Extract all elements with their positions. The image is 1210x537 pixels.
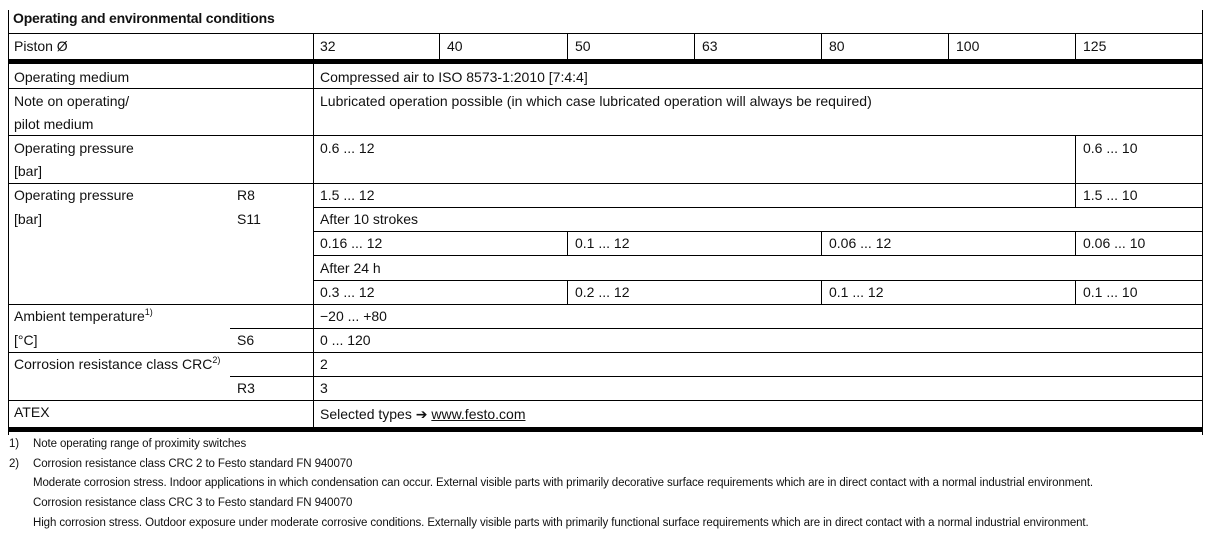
row-value: 1.5 ... 10 [1083,187,1138,203]
rule [8,304,1203,305]
row-label [14,308,153,324]
variant-code: S6 [237,332,255,348]
rule [230,328,1203,329]
rule [8,88,1203,89]
bottom-thick-rule [8,427,1203,432]
row-label: ATEX [14,404,50,420]
variant-code: R3 [237,380,255,396]
variant-code: S11 [237,211,261,227]
row-value: 0.6 ... 10 [1083,140,1138,156]
col-divider [1075,135,1076,184]
col-divider [439,33,440,59]
row-value: 0.06 ... 10 [1083,235,1146,251]
rule [313,207,1203,208]
variant-code: R8 [237,187,255,203]
row-value: 0.1 ... 12 [575,235,630,251]
rule [8,352,1203,353]
rule [8,135,1203,136]
footnote-number: 2) [9,458,20,470]
size-100: 100 [956,38,980,54]
arrow-icon: ➔ [415,406,428,422]
size-32: 32 [320,38,336,54]
row-value: 2 [320,356,328,372]
row-value: 0.6 ... 12 [320,140,375,156]
row-label: Operating pressure [14,140,134,156]
rule [8,33,1203,34]
col-divider [821,33,822,59]
festo-link[interactable]: www.festo.com [431,406,526,422]
row-value: 0 ... 120 [320,332,371,348]
col-divider [567,231,568,256]
sub-header: After 24 h [320,260,381,276]
row-label: Operating pressure [14,187,134,203]
col-divider [567,280,568,305]
ambient-label: Ambient temperature [14,308,145,324]
col-divider [567,33,568,59]
col-divider [1075,183,1076,208]
header-thick-rule [8,59,1203,64]
col-divider [821,231,822,256]
rule [313,255,1203,256]
footnote-text: High corrosion stress. Outdoor exposure under moderate corrosive conditions. Externally visible parts with primarily functional surface requirements which are in direct contact with a normal industrial environment. [33,517,1089,529]
row-label: Note on operating/ [14,93,130,109]
row-value: −20 ... +80 [320,308,387,324]
size-40: 40 [447,38,463,54]
col-divider [1075,231,1076,256]
footnote-ref: 2) [212,355,221,365]
row-label: [bar] [14,163,43,179]
sub-header: After 10 strokes [320,211,419,227]
size-125: 125 [1083,38,1107,54]
row-label: [bar] [14,211,43,227]
row-value [320,406,526,422]
row-label: pilot medium [14,116,94,132]
row-value: 1.5 ... 12 [320,187,375,203]
col-divider [694,33,695,59]
row-value: 0.1 ... 12 [829,284,884,300]
col-divider [821,280,822,305]
size-63: 63 [702,38,718,54]
col-divider [948,33,949,59]
table-title: Operating and environmental conditions [13,10,275,26]
row-value: 0.2 ... 12 [575,284,630,300]
row-value: Lubricated operation possible (in which case lubricated operation will always be required) [320,93,872,109]
rule [8,400,1203,401]
row-value: 3 [320,380,328,396]
footnote-ref: 1) [144,307,153,317]
footnote-text: Note operating range of proximity switches [33,438,247,450]
rule [8,183,1203,184]
row-label: Operating medium [14,69,130,85]
size-80: 80 [829,38,845,54]
footnote-number: 1) [9,438,20,450]
rule [230,376,1203,377]
rule [313,231,1203,232]
row-value: 0.1 ... 10 [1083,284,1138,300]
row-label: [°C] [14,332,38,348]
col-divider [1075,33,1076,59]
row-value: Compressed air to ISO 8573-1:2010 [7:4:4] [320,69,588,85]
footnote-text: Corrosion resistance class CRC 3 to Festo standard FN 940070 [33,497,353,509]
row-label [14,356,220,372]
header-label: Piston Ø [14,38,68,54]
row-value: 0.06 ... 12 [829,235,892,251]
atex-prefix: Selected types [320,406,412,422]
col-divider [1075,280,1076,305]
row-value: 0.16 ... 12 [320,235,383,251]
rule [313,280,1203,281]
corrosion-label: Corrosion resistance class CRC [14,356,213,372]
footnote-text: Corrosion resistance class CRC 2 to Festo standard FN 940070 [33,458,353,470]
col-divider [313,33,314,432]
size-50: 50 [575,38,591,54]
row-value: 0.3 ... 12 [320,284,375,300]
footnote-text: Moderate corrosion stress. Indoor applications in which condensation can occur. External visible parts with primarily decorative surface requirements which are in direct contact with a normal industrial environment. [33,477,1094,489]
